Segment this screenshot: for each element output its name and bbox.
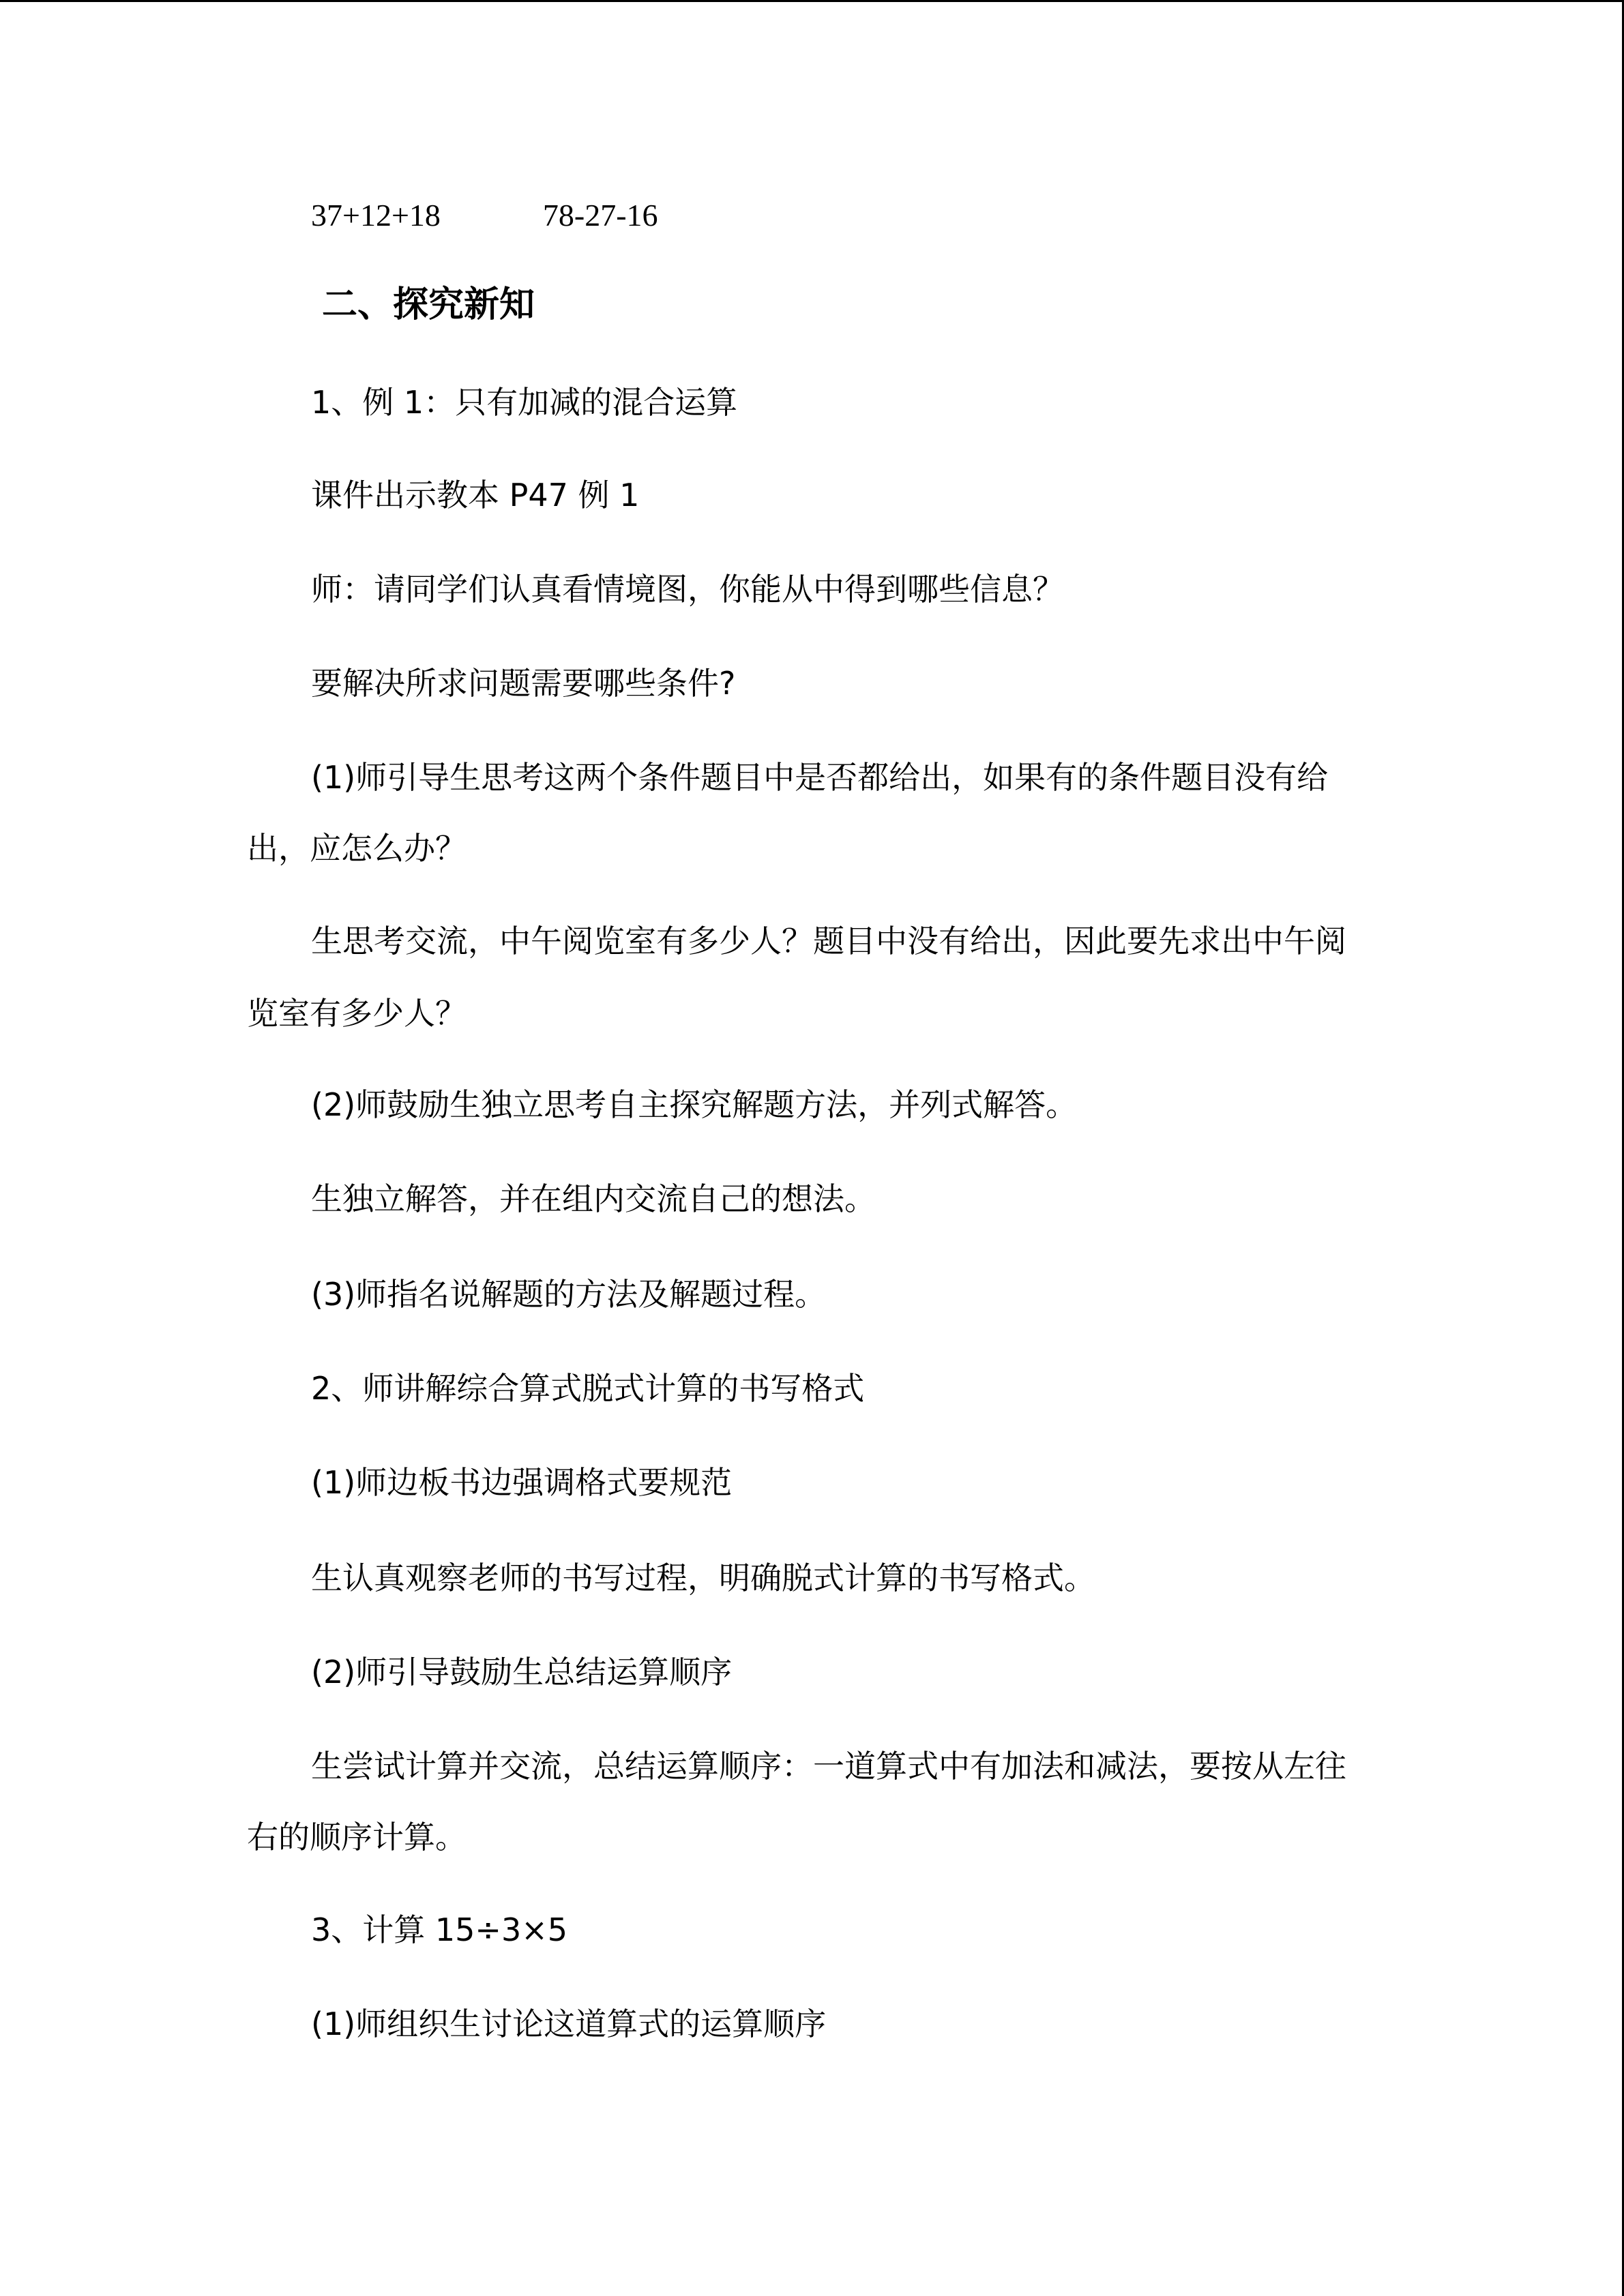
- page-border-top: [0, 0, 1624, 2]
- section-heading: 二、探究新知: [322, 284, 535, 325]
- paragraph-continuation: 右的顺序计算。: [247, 1819, 467, 1855]
- paragraph: (1)师边板书边强调格式要规范: [311, 1464, 733, 1501]
- paragraph: 2、师讲解综合算式脱式计算的书写格式: [311, 1370, 865, 1407]
- paragraph: 课件出示教本 P47 例 1: [311, 477, 640, 513]
- paragraph: 生尝试计算并交流，总结运算顺序：一道算式中有加法和减法，要按从左往: [311, 1748, 1346, 1785]
- paragraph: (1)师组织生讨论这道算式的运算顺序: [311, 2006, 827, 2042]
- paragraph: 师：请同学们认真看情境图，你能从中得到哪些信息？: [311, 571, 1064, 608]
- paragraph: (1)师引导生思考这两个条件题目中是否都给出，如果有的条件题目没有给: [311, 759, 1329, 796]
- paragraph: 要解决所求问题需要哪些条件?: [311, 665, 736, 702]
- paragraph: (2)师鼓励生独立思考自主探究解题方法，并列式解答。: [311, 1086, 1078, 1123]
- exercise-line: [311, 195, 658, 236]
- paragraph: 1、例 1：只有加减的混合运算: [311, 384, 738, 421]
- paragraph: 生认真观察老师的书写过程，明确脱式计算的书写格式。: [311, 1560, 1095, 1596]
- paragraph: 生独立解答，并在组内交流自己的想法。: [311, 1180, 876, 1217]
- paragraph: 3、计算 15÷3×5: [311, 1911, 568, 1948]
- paragraph: (2)师引导鼓励生总结运算顺序: [311, 1654, 733, 1690]
- paragraph: (3)师指名说解题的方法及解题过程。: [311, 1276, 827, 1313]
- exercise-expression-1: 37+12+18: [311, 198, 441, 233]
- exercise-expression-2: 78-27-16: [542, 198, 658, 233]
- paragraph-continuation: 出，应怎么办？: [247, 830, 467, 867]
- paragraph-continuation: 览室有多少人？: [247, 995, 467, 1032]
- paragraph: 生思考交流，中午阅览室有多少人？题目中没有给出，因此要先求出中午阅: [311, 923, 1346, 959]
